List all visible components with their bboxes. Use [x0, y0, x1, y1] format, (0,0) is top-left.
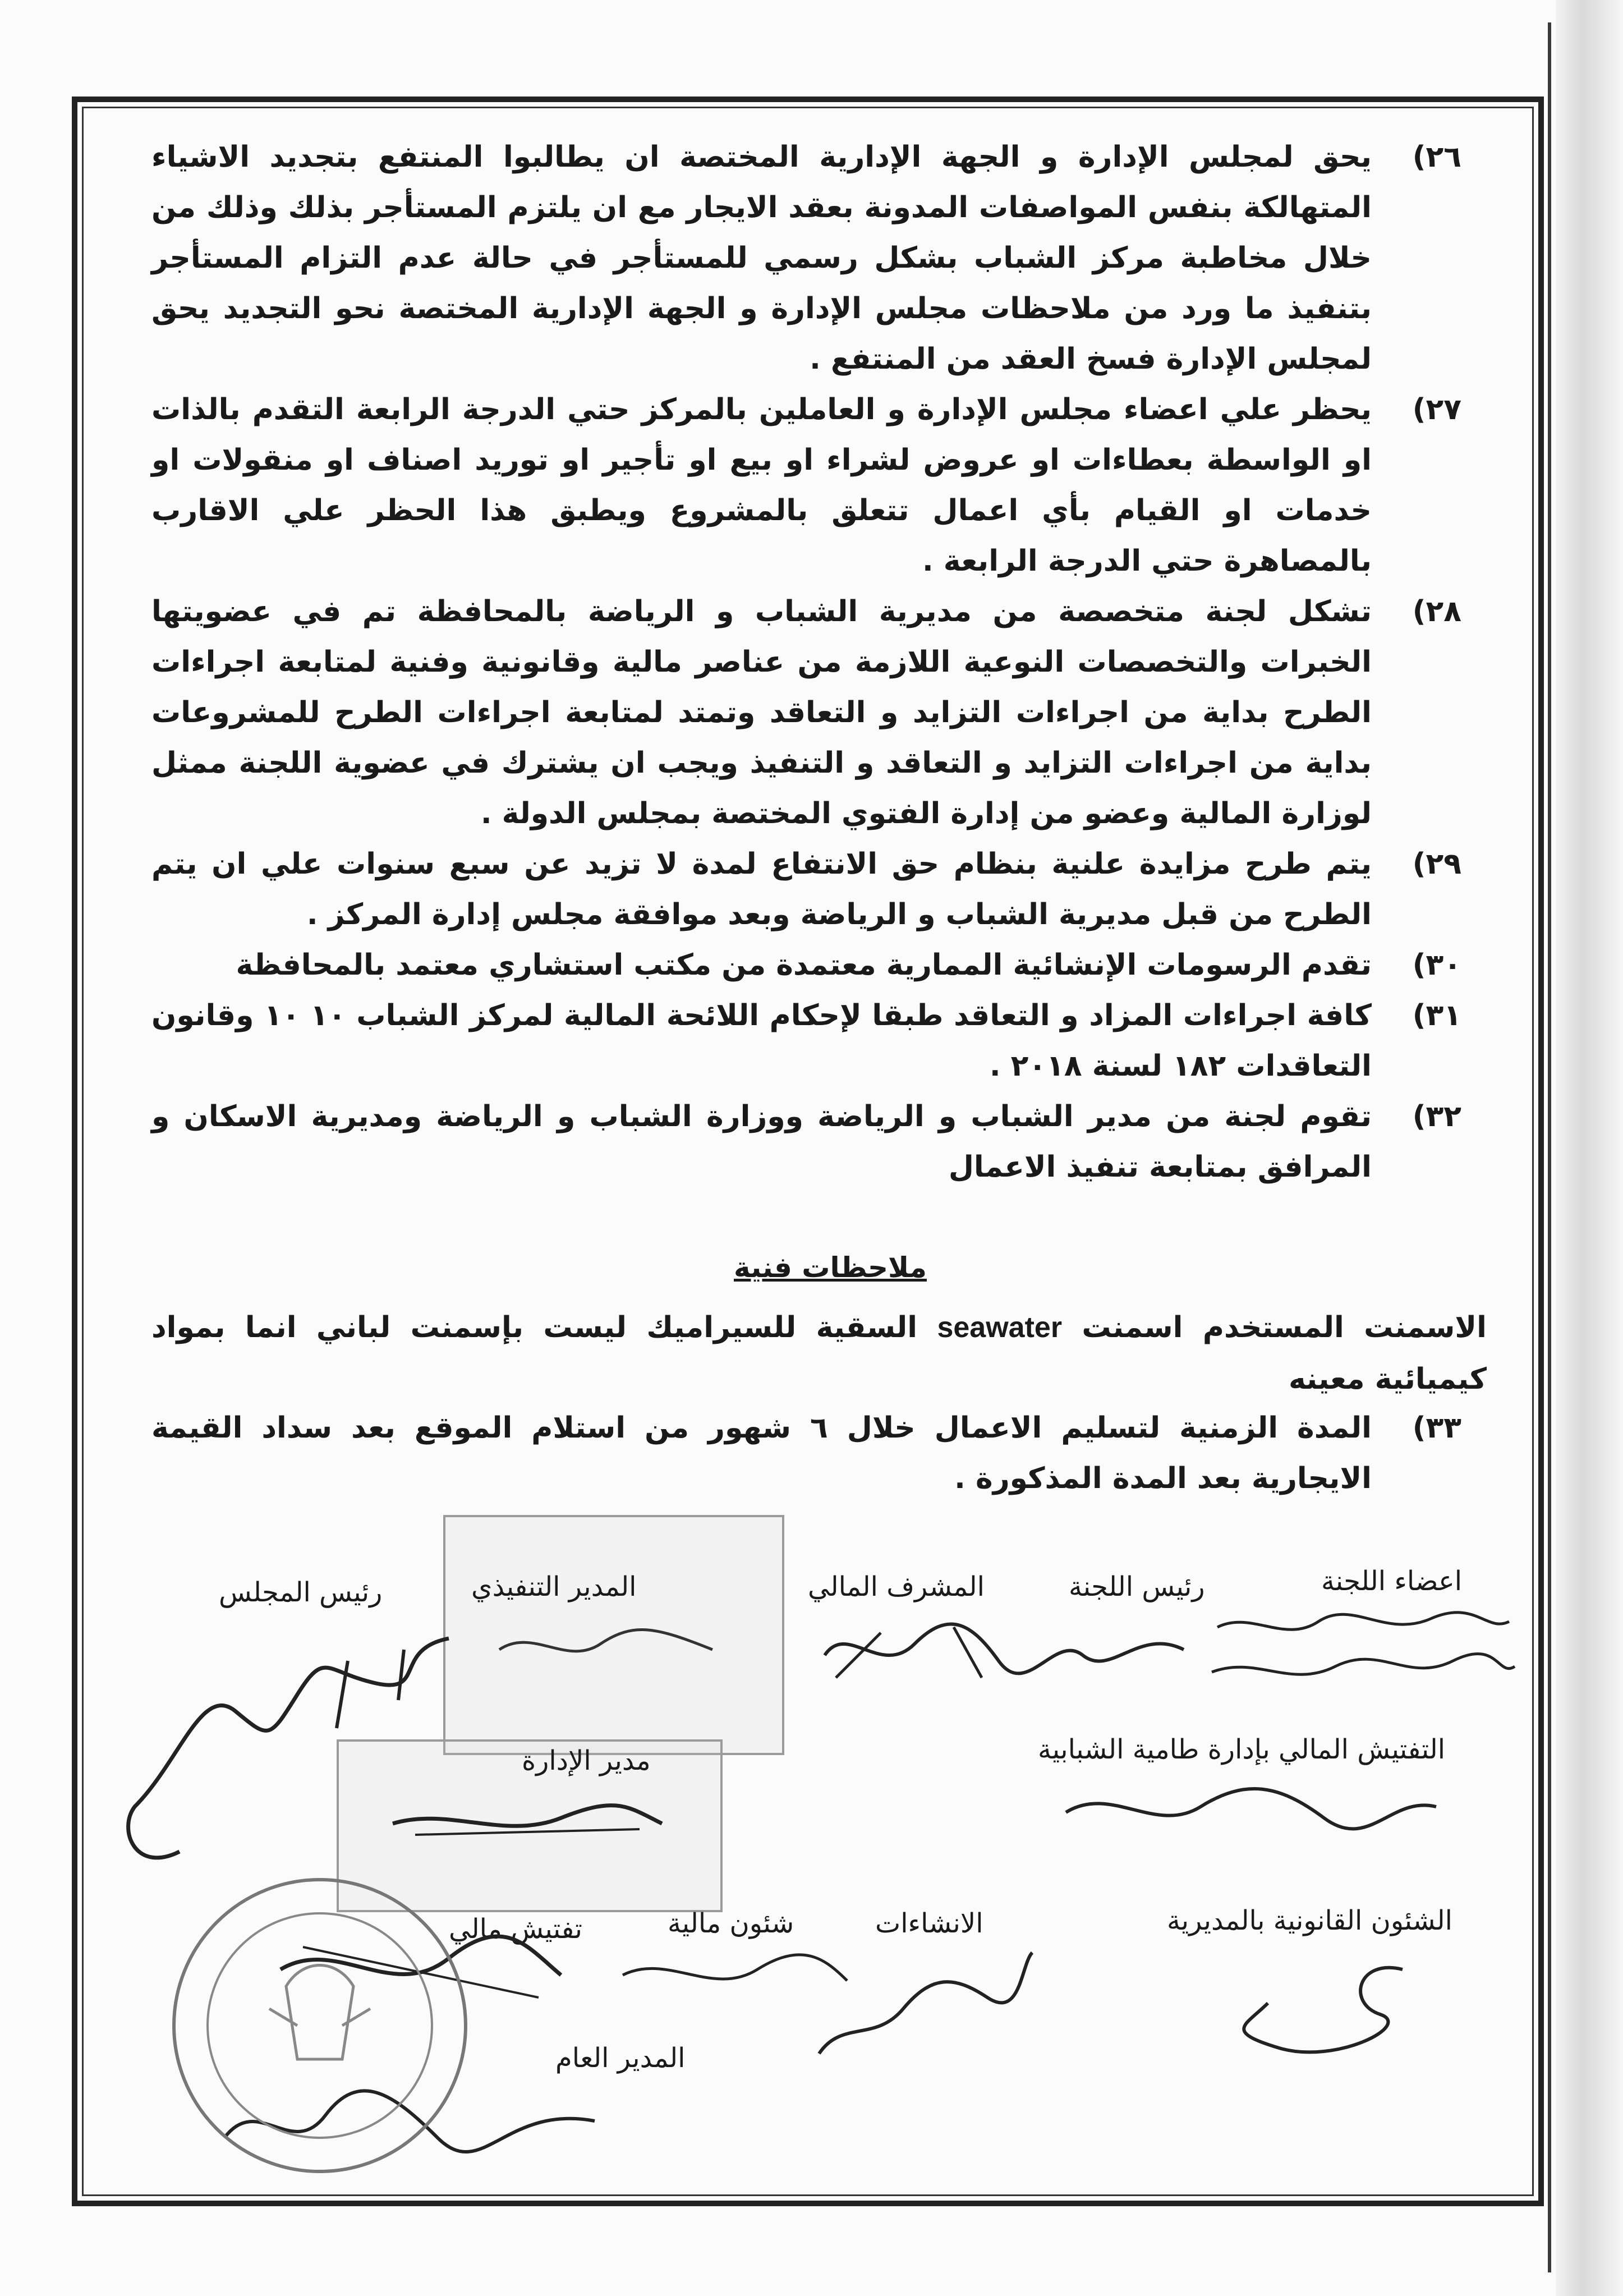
financial-supervisor-label: المشرف المالي: [808, 1571, 985, 1602]
financial-affairs-signature: [612, 1941, 858, 2009]
scan-edge-line: [1548, 22, 1551, 2272]
clause-number: ٣٣): [1412, 1411, 1461, 1445]
cement-note-latin: seawater: [937, 1311, 1063, 1344]
scan-edge: [1556, 0, 1623, 2296]
clause-number: ٢٩): [1412, 847, 1461, 881]
clause-text: يتم طرح مزايدة علنية بنظام حق الانتفاع لمدة لا تزيد عن سبع سنوات علي ان يتم الطرح من قبل مديرية الشباب و الرياضة وبعد موافقة مجلس إدارة المركز .: [151, 847, 1372, 931]
cement-note: [151, 1302, 1487, 1405]
official-seal: [163, 1868, 477, 2183]
clause-27: [151, 384, 1461, 586]
clause-number: ٣٢): [1412, 1100, 1461, 1133]
financial-inspector-label: تفتيش مالي: [449, 1913, 583, 1945]
clause-28: [151, 586, 1461, 839]
committee-members-label: اعضاء اللجنة: [1321, 1565, 1463, 1597]
executive-director-signature: [488, 1616, 724, 1683]
clause-29: [151, 839, 1461, 940]
committee-members-signature: [1206, 1605, 1520, 1700]
council-head-label: رئيس المجلس: [219, 1577, 383, 1608]
technical-notes-heading: ملاحظات فنية: [734, 1251, 927, 1284]
clauses-list: [151, 132, 1461, 1192]
committee-head-label: رئيس اللجنة: [1069, 1571, 1205, 1602]
financial-inspection-signature: [1055, 1773, 1447, 1846]
clause-text: تشكل لجنة متخصصة من مديرية الشباب و الرياضة بالمحافظة تم في عضويتها الخبرات والتخصصات النوعية اللازمة من عناصر مالية وقانونية وفنية لمتابعة اجراءات الطرح بداية من اجراءات التزايد و التعاقد وتمتد لمتابعة اجراءات الطرح للمشروعات بداية من اجراءات التزايد و التعاقد و التنفيذ ويجب ان يشترك في عضوية اللجنة ممثل لوزارة المالية وعضو من إدارة الفتوي المختصة بمجلس الدولة .: [151, 595, 1372, 830]
legal-affairs-label: الشئون القانونية بالمديرية: [1167, 1905, 1452, 1936]
clause-32: [151, 1091, 1461, 1192]
general-director-label: المدير العام: [555, 2042, 686, 2074]
committee-head-signature: [813, 1610, 1195, 1695]
clause-text: تقوم لجنة من مدير الشباب و الرياضة ووزارة الشباب و الرياضة ومديرية الاسكان و المرافق بمتابعة تنفيذ الاعمال: [151, 1100, 1372, 1184]
clause-number: ٢٧): [1412, 393, 1461, 426]
cement-note-before: الاسمنت المستخدم اسمنت: [1082, 1311, 1487, 1344]
clause-number: ٢٨): [1412, 595, 1461, 628]
constructions-label: الانشاءات: [875, 1908, 983, 1939]
clause-31: [151, 990, 1461, 1091]
cement-note-after: السقية للسيراميك ليست بإسمنت لباني انما بمواد كيميائية معينه: [151, 1311, 1487, 1396]
clause-26: [151, 132, 1461, 384]
legal-affairs-signature: [1234, 1953, 1425, 2070]
executive-director-label: المدير التنفيذي: [471, 1571, 637, 1602]
financial-affairs-label: شئون مالية: [668, 1908, 794, 1939]
financial-inspection-label: التفتيش المالي بإدارة طامية الشبابية: [1038, 1734, 1446, 1765]
clause-number: ٣١): [1412, 999, 1461, 1032]
clause-number: ٣٠): [1412, 948, 1461, 982]
clause-30: [151, 940, 1461, 990]
clause-text: يحظر علي اعضاء مجلس الإدارة و العاملين بالمركز حتي الدرجة الرابعة التقدم بالذات او الواسطة بعطاءات او عروض لشراء او بيع او تأجير او توريد اصناف او منقولات او خدمات او القيام بأي اعمال تتعلق بالمشروع ويطبق هذا الحظر علي الاقارب بالمصاهرة حتي الدرجة الرابعة .: [151, 393, 1372, 578]
clause-text: تقدم الرسومات الإنشائية الممارية معتمدة من مكتب استشاري معتمد بالمحافظة: [236, 948, 1372, 982]
clause-33-wrapper: [151, 1403, 1461, 1504]
clause-number: ٢٦): [1412, 140, 1461, 174]
clause-text: كافة اجراءات المزاد و التعاقد طبقا لإحكام اللائحة المالية لمركز الشباب ١٠ ١٠ وقانون التعاقدات ١٨٢ لسنة ٢٠١٨ .: [151, 999, 1372, 1083]
clause-33: [151, 1403, 1461, 1504]
clause-text: المدة الزمنية لتسليم الاعمال خلال ٦ شهور من استلام الموقع بعد سداد القيمة الايجارية بعد المدة المذكورة .: [151, 1411, 1372, 1495]
management-director-signature: [381, 1790, 673, 1857]
clause-text: يحق لمجلس الإدارة و الجهة الإدارية المختصة ان يطالبوا المنتفع بتجديد الاشياء المتهالكة بنفس المواصفات المدونة بعقد الايجار مع ان يلتزم المستأجر بذلك وذلك من خلال مخاطبة مركز الشباب بشكل رسمي للمستأجر في حالة عدم التزام المستأجر بتنفيذ ما ورد من ملاحظات مجلس الإدارة و الجهة الإدارية المختصة نحو التجديد يحق لمجلس الإدارة فسخ العقد من المنتفع .: [151, 140, 1372, 376]
management-director-label: مدير الإدارة: [522, 1745, 651, 1776]
